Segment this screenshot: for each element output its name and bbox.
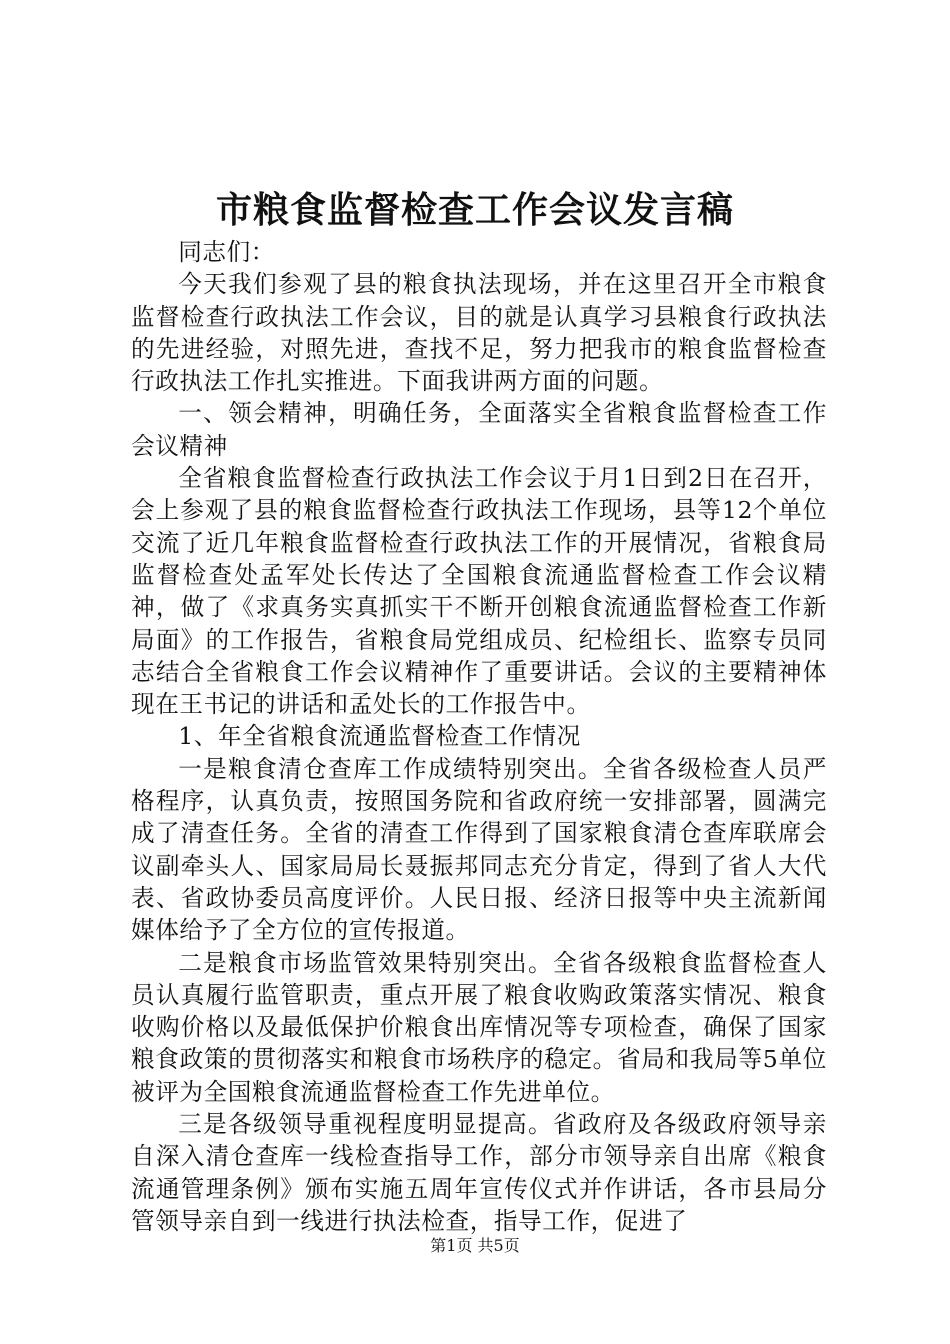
paragraph-point-two: 二是粮食市场监管效果特别突出。全省各级粮食监督检查人员认真履行监管职责，重点开展了粮食收购政策落实情况、粮食收购价格以及最低保护价粮食出库情况等专项检查，确保了国家粮食政策的贯彻落实和粮食市场秩序的稳定。省局和我局等5单位被评为全国粮食流通监督检查工作先进单位。 <box>131 948 827 1106</box>
document-title: 市粮食监督检查工作会议发言稿 <box>215 189 734 231</box>
paragraph-point-three: 三是各级领导重视程度明显提高。省政府及各级政府领导亲自深入清仓查库一线检查指导工作，部分市领导亲自出席《粮食流通管理条例》颁布实施五周年宣传仪式并作讲话，各市县局分管领导亲自到一线进行执法检查，指导工作，促进了 <box>131 1110 827 1235</box>
paragraph-intro: 今天我们参观了县的粮食执法现场，并在这里召开全市粮食监督检查行政执法工作会议，目的就是认真学习县粮食行政执法的先进经验，对照先进，查找不足，努力把我市的粮食监督检查行政执法工作扎实推进。下面我讲两方面的问题。 <box>131 270 827 396</box>
section-heading-1: 一、领会精神，明确任务，全面落实全省粮食监督检查工作会议精神 <box>131 399 827 460</box>
subsection-heading-1: 1、年全省粮食流通监督检查工作情况 <box>178 722 581 751</box>
paragraph-point-one: 一是粮食清仓查库工作成绩特别突出。全省各级检查人员严格程序，认真负责，按照国务院和省政府统一安排部署，圆满完成了清查任务。全省的清查工作得到了国家粮食清仓查库联席会议副牵头人、国家局局长聂振邦同志充分肯定，得到了省人大代表、省政协委员高度评价。人民日报、经济日报等中央主流新闻媒体给予了全方位的宣传报道。 <box>131 754 827 945</box>
paragraph-meeting-summary: 全省粮食监督检查行政执法工作会议于月1日到2日在召开，会上参观了县的粮食监督检查行政执法工作现场，县等12个单位交流了近几年粮食监督检查行政执法工作的开展情况，省粮食局监督检查处孟军处长传达了全国粮食流通监督检查工作会议精神，做了《求真务实真抓实干不断开创粮食流通监督检查工作新局面》的工作报告，省粮食局党组成员、纪检组长、监察专员同志结合全省粮食工作会议精神作了重要讲话。会议的主要精神体现在王书记的讲话和孟处长的工作报告中。 <box>131 464 827 719</box>
document-body <box>131 236 827 1237</box>
paragraph-salutation: 同志们： <box>178 238 275 266</box>
page-footer: 第1页 共5页 <box>430 1236 520 1255</box>
